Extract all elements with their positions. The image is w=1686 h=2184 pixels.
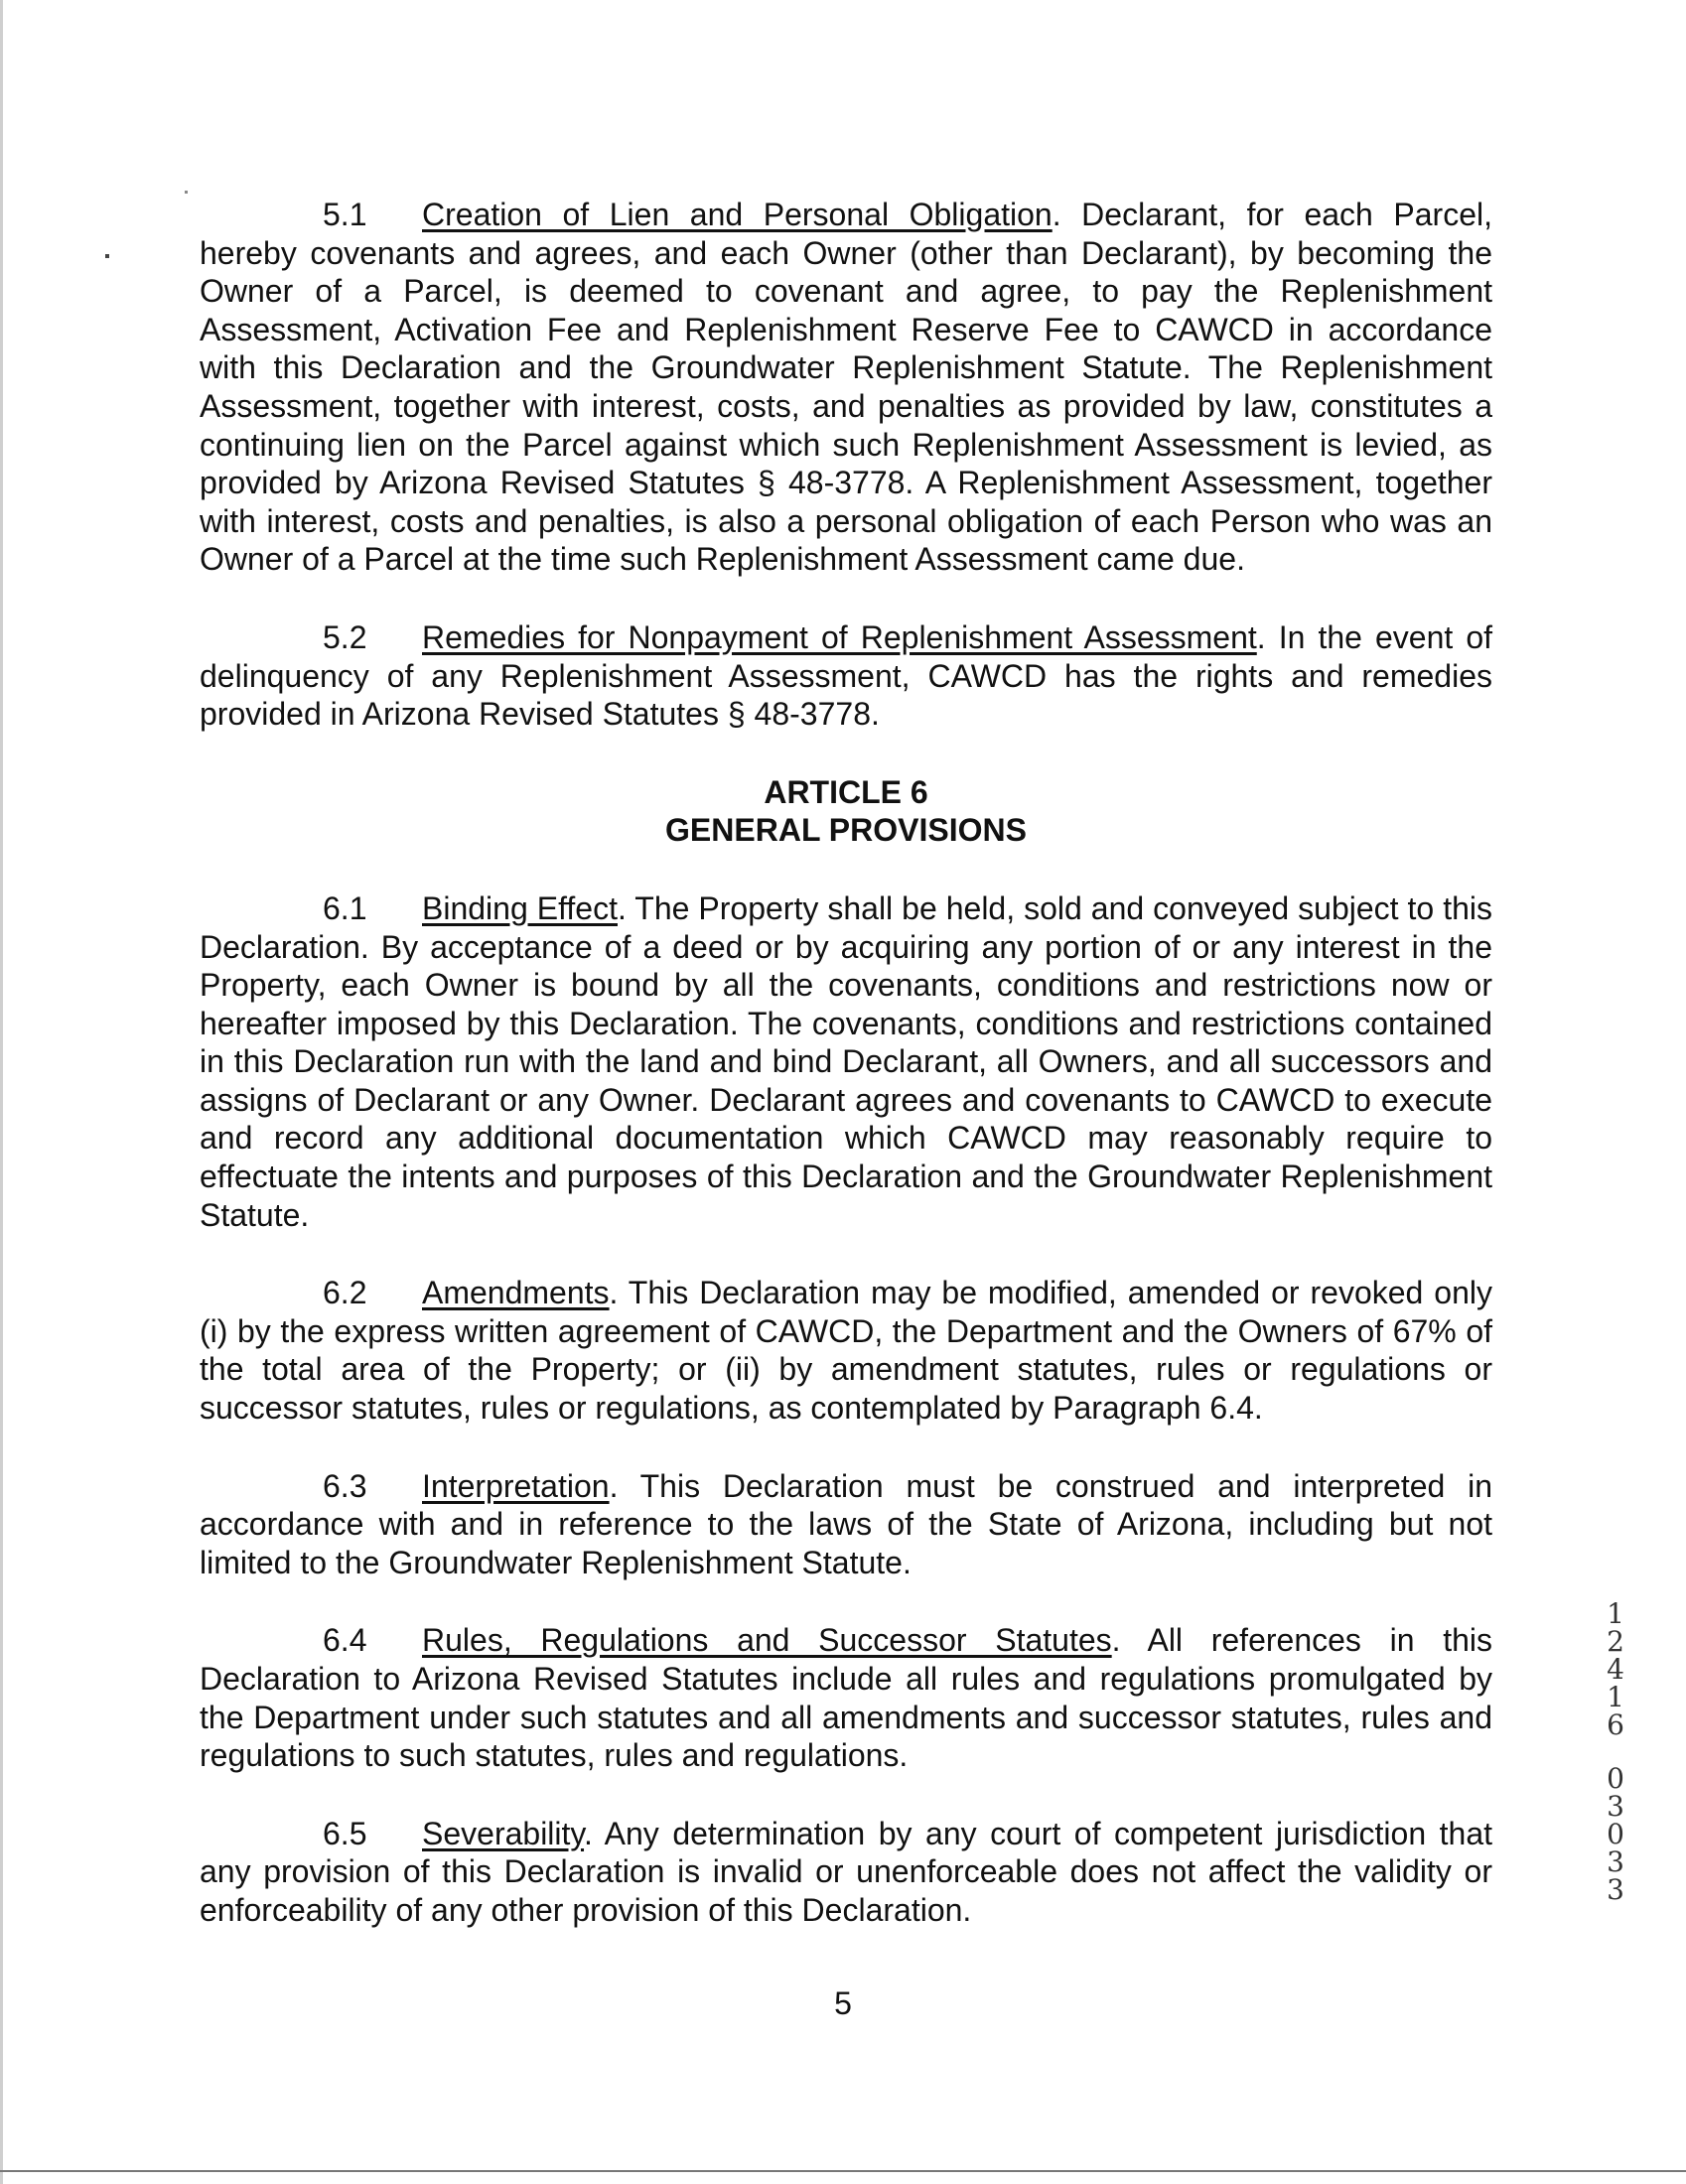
section-body: . Any determination by any court of competent jurisdiction that any provision of this Declaration is invalid or unenforceable does not affect the validity or enforceability of any other provision of this Declaration. [200,1815,1492,1928]
stamp-digit: 6 [1607,1708,1624,1741]
section-number: 6.3 [323,1467,367,1504]
section-number: 6.4 [323,1622,367,1659]
stamp-digit: 4 [1607,1653,1624,1686]
stamp-digit: 3 [1607,1845,1624,1878]
section-6-1 [200,889,1492,1234]
scan-speck [105,254,109,258]
section-6-5 [200,1815,1492,1930]
section-body: . This Declaration may be modified, amended or revoked only (i) by the express written agreement of CAWCD, the Department and the Owners of 67% of the total area of the Property; or (ii) by amendment statutes, rules or regulations or successor statutes, rules or regulations, as contemplated by Paragraph 6.4. [200,1275,1492,1427]
section-body: . All references in this Declaration to Arizona Revised Statutes include all rules and regulations promulgated by the Department under such statutes and all amendments and successor statutes, rules and regulations to such statutes, rules and regulations. [200,1622,1492,1774]
section-number: 6.5 [323,1815,367,1851]
page-number: 5 [834,1985,852,2021]
stamp-digit: 1 [1607,1597,1624,1630]
section-heading: Creation of Lien and Personal Obligation [422,197,1053,232]
section-5-2 [200,618,1492,734]
section-body: . In the event of delinquency of any Replenishment Assessment, CAWCD has the rights and remedies provided in Arizona Revised Statutes § 48-3778. [200,618,1493,733]
section-6-3 [200,1467,1492,1582]
stamp-digit: 0 [1607,1818,1624,1850]
article-number: ARTICLE 6 [764,773,928,810]
side-stamp [1601,1597,1630,1906]
stamp-digit: 2 [1607,1625,1624,1658]
section-6-2 [200,1274,1492,1427]
section-6-4 [200,1621,1492,1774]
stamp-digit: 0 [1607,1762,1624,1795]
section-heading: Remedies for Nonpayment of Replenishment Assessment [422,618,1257,655]
article-title: GENERAL PROVISIONS [665,812,1027,849]
scan-edge [0,0,3,2184]
document-body [200,196,1492,1970]
section-heading: Severability [422,1815,585,1851]
section-number: 5.2 [323,618,367,655]
stamp-digit: 3 [1607,1790,1624,1823]
section-heading: Binding Effect [422,889,618,926]
section-5-1 [200,196,1492,579]
stamp-digit: 3 [1607,1873,1624,1906]
section-number: 6.1 [323,889,367,926]
section-number: 5.1 [323,197,367,232]
article-heading [200,773,1492,850]
section-body: . The Property shall be held, sold and conveyed subject to this Declaration. By acceptance of a deed or by acquiring any portion of or any interest in the Property, each Owner is bound by all the covenants, conditions and restrictions now or hereafter imposed by this Declaration. The covenants, conditions and restrictions contained in this Declaration run with the land and bind Declarant, all Owners, and all successors and assigns of Declarant or any Owner. Declarant agrees and covenants to CAWCD to execute and record any additional documentation which CAWCD may reasonably require to effectuate the intents and purposes of this Declaration and the Groundwater Replenishment Statute. [200,889,1493,1233]
section-number: 6.2 [323,1275,367,1311]
section-body: . Declarant, for each Parcel, hereby covenants and agrees, and each Owner (other than Declarant), by becoming the Owner of a Parcel, is deemed to covenant and agree, to pay the Replenishment Assessment, Activation Fee and Replenishment Reserve Fee to CAWCD in accordance with this Declaration and the Groundwater Replenishment Statute. The Replenishment Assessment, together with interest, costs, and penalties as provided by law, constitutes a continuing lien on the Parcel against which such Replenishment Assessment is levied, as provided by Arizona Revised Statutes § 48-3778. A Replenishment Assessment, together with interest, costs and penalties, is also a personal obligation of each Person who was an Owner of a Parcel at the time such Replenishment Assessment came due. [200,197,1493,578]
scan-speck [185,191,188,194]
section-heading: Amendments [422,1275,610,1311]
section-body: . This Declaration must be construed and interpreted in accordance with and in reference to the laws of the State of Arizona, including but not limited to the Groundwater Replenishment Statute. [200,1467,1492,1580]
stamp-digit: 1 [1607,1681,1624,1713]
section-heading: Interpretation [422,1467,610,1504]
section-heading: Rules, Regulations and Successor Statutes [422,1622,1112,1659]
scan-bottom-line [0,2170,1686,2172]
